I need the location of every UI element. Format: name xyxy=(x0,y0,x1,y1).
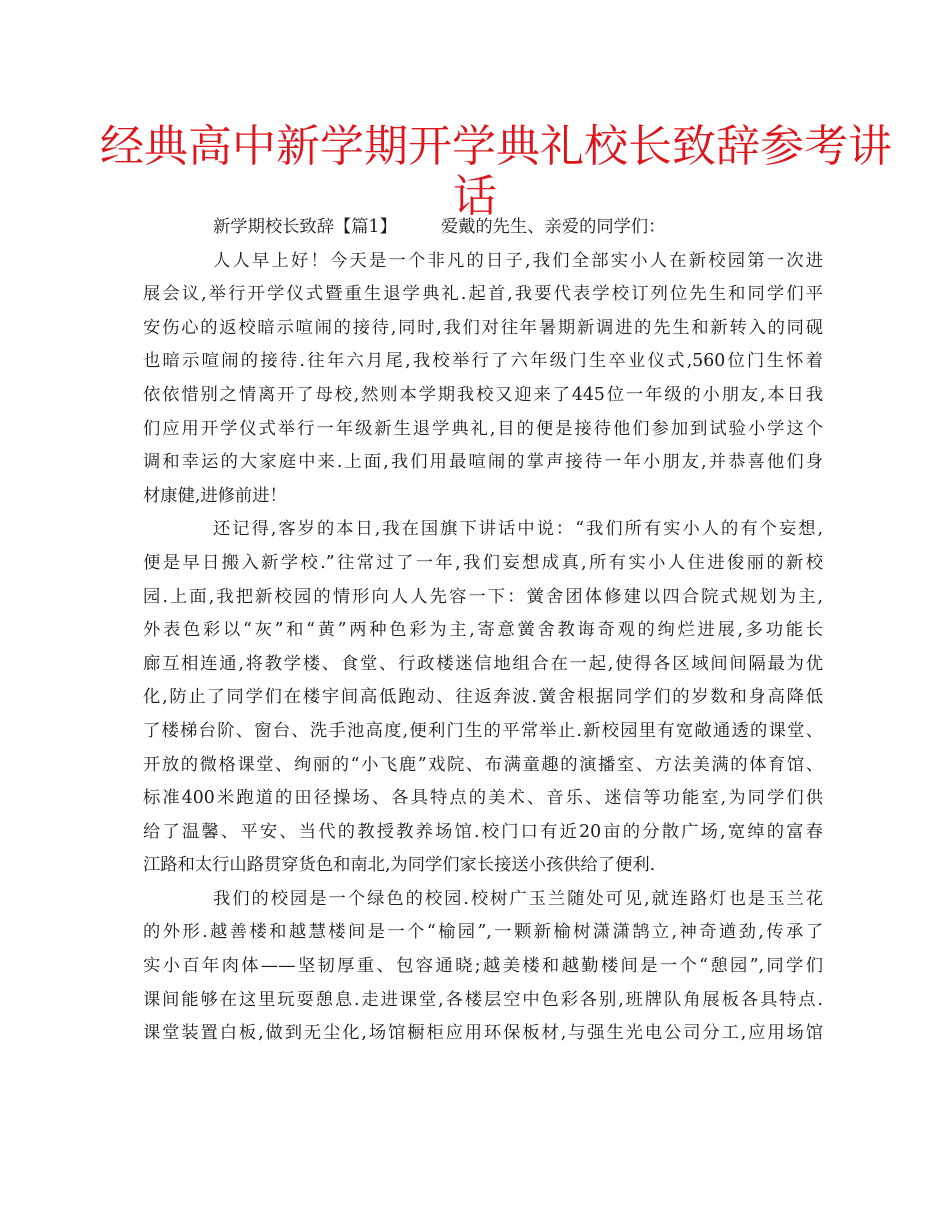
title-line-1: 经典高中新学期开学典礼校长致辞参考讲 xyxy=(100,121,892,172)
text-line: 展会议,举行开学仪式暨重生退学典礼.起首,我要代表学校订列位先生和同学们平 xyxy=(143,284,823,305)
text-line: 调和幸运的大家庭中来.上面,我们用最喧闹的掌声接待一年小朋友,并恭喜他们身 xyxy=(143,452,823,473)
text-line: 课间能够在这里玩耍憩息.走进课堂,各楼层空中色彩各别,班牌队角展板各具特点. xyxy=(143,989,823,1010)
paragraph-1 xyxy=(143,245,823,514)
page-title xyxy=(100,121,892,222)
text-line: 材康健,进修前进！ xyxy=(143,485,287,506)
section-heading xyxy=(143,211,823,245)
text-line: 了楼梯台阶、窗台、洗手池高度,便利门生的平常举止.新校园里有宽敞通透的课堂、 xyxy=(143,720,823,741)
text-line: 依依惜别之情离开了母校,然则本学期我校又迎来了445位一年级的小朋友,本日我 xyxy=(143,384,823,405)
text-line: 还记得,客岁的本日,我在国旗下讲话中说：“我们所有实小人的有个妄想, xyxy=(213,519,823,540)
section-label: 新学期校长致辞【篇1】 xyxy=(213,217,397,237)
text-line: 我们的校园是一个绿色的校园.校树广玉兰随处可见,就连路灯也是玉兰花 xyxy=(213,888,823,909)
paragraph-3 xyxy=(143,883,823,1051)
text-line: 也暗示喧闹的接待.往年六月尾,我校举行了六年级门生卒业仪式,560位门生怀着 xyxy=(143,351,823,372)
text-line: 标准400米跑道的田径操场、各具特点的美术、音乐、迷信等功能室,为同学们供 xyxy=(143,788,823,809)
text-line: 便是早日搬入新学校.”往常过了一年,我们妄想成真,所有实小人住进俊丽的新校 xyxy=(143,552,823,573)
text-line: 课堂装置白板,做到无尘化,场馆橱柜应用环保板材,与强生光电公司分工,应用场馆 xyxy=(143,1023,823,1044)
title-line-2: 话 xyxy=(453,171,497,222)
text-line: 安伤心的返校暗示喧闹的接待,同时,我们对往年暑期新调进的先生和新转入的同砚 xyxy=(143,317,823,338)
text-line: 江路和太行山路贯穿货色和南北,为同学们家长接送小孩供给了便利. xyxy=(143,855,656,876)
document-body xyxy=(143,211,823,1051)
salutation: 爱戴的先生、亲爱的同学们： xyxy=(440,217,666,237)
paragraph-2 xyxy=(143,513,823,883)
text-line: 给了温馨、平安、当代的教授教养场馆.校门口有近20亩的分散广场,宽绰的富春 xyxy=(143,821,823,842)
text-line: 廊互相连通,将教学楼、食堂、行政楼迷信地组合在一起,使得各区域间间隔最为优 xyxy=(143,653,823,674)
text-line: 外表色彩以“灰”和“黄”两种色彩为主,寄意黉舍教诲奇观的绚烂进展,多功能长 xyxy=(143,620,823,641)
text-line: 实小百年肉体——坚韧厚重、包容通晓;越美楼和越勤楼间是一个“憩园”,同学们 xyxy=(143,956,823,977)
text-line: 们应用开学仪式举行一年级新生退学典礼,目的便是接待他们参加到试验小学这个 xyxy=(143,418,823,439)
text-line: 的外形.越善楼和越慧楼间是一个“榆园”,一颗新榆树潇潇鹄立,神奇遒劲,传承了 xyxy=(143,922,823,943)
text-line: 人人早上好！今天是一个非凡的日子,我们全部实小人在新校园第一次进 xyxy=(213,250,823,271)
text-line: 化,防止了同学们在楼宇间高低跑动、往返奔波.黉舍根据同学们的岁数和身高降低 xyxy=(143,687,823,708)
text-line: 开放的微格课堂、绚丽的“小飞鹿”戏院、布满童趣的演播室、方法美满的体育馆、 xyxy=(143,754,823,775)
text-line: 园.上面,我把新校园的情形向人人先容一下：黉舍团体修建以四合院式规划为主, xyxy=(143,586,823,607)
